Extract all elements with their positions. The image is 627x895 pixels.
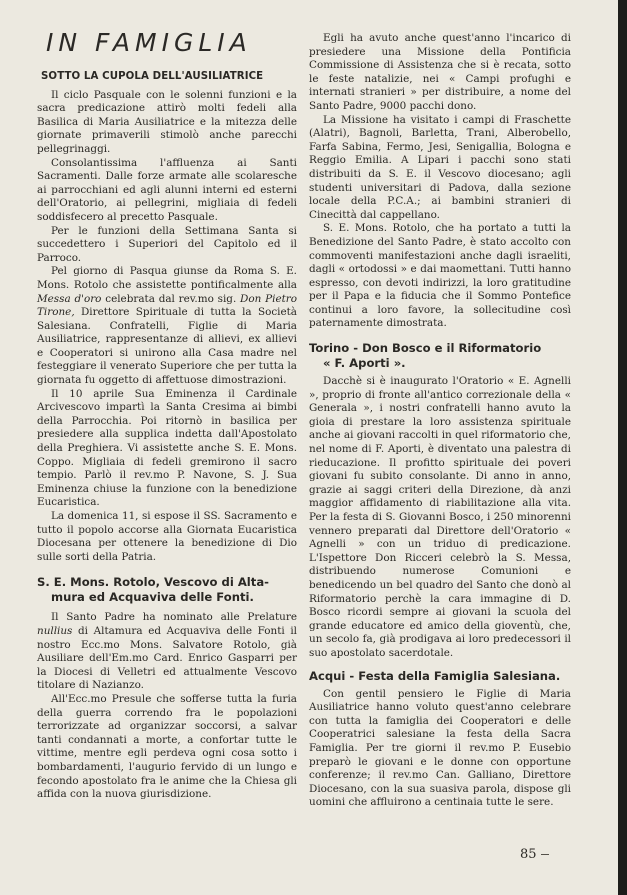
paragraph: Con gentil pensiero le Figlie di Maria Ausiliatrice hanno voluto quest'anno celebrare con tutta la famiglia dei Cooperatori e delle Cooperatrici salesiane la festa della Sacra Famiglia. Per tre giorni il rev.mo P. Eusebio preparò le giovani e le donne con opportune conferenze; il rev.mo Can. Galliano, Direttore Diocesano, con la sua suasiva parola, dispose gli uomini che affluirono a centinaia tutte le sere. [309, 687, 571, 809]
text-run: Direttore Spirituale di tutta la Società Salesiana. Confratelli, Figlie di Maria Ausiliatrice, rappresentanze di allievi, ex allievi e Cooperatori si unirono alla Casa madre nel festeggiare il venerato Superiore che per tutta la giornata fu oggetto di affettuose dimostrazioni. [37, 306, 297, 387]
paragraph: Il 10 aprile Sua Eminenza il Cardinale Arcivescovo impartì la Santa Cresima ai bimbi della Parrocchia. Poi ritornò in basilica per presiedere alla supplica indetta dall'Apostolato della Preghiera. Vi assistette anche S. E. Mons. Coppo. Migliaia di fedeli gremirono il sacro tempio. Parlò il rev.mo P. Navone, S. J. Sua Eminenza chiuse la funzione con la benedizione Eucaristica. [37, 387, 297, 509]
paragraph: S. E. Mons. Rotolo, che ha portato a tutti la Benedizione del Santo Padre, è stato accolto con commoventi manifestazioni anche dagli israeliti, dagli « ortodossi » e dai maomettani. Tutti hanno espresso, con devoti indirizzi, la loro gratitudine per il Papa e la fiducia che il Sommo Pontefice continui a loro favore, la sollecitudine così paternamente dimostrata. [309, 222, 571, 330]
page-number: 85 [520, 847, 537, 862]
heading-line: S. E. Mons. Rotolo, Vescovo di Alta- [37, 575, 269, 590]
right-column [309, 0, 571, 810]
italic-run: Messa d'oro [37, 292, 102, 305]
section-heading-acqui: Acqui - Festa della Famiglia Salesiana. [309, 668, 561, 683]
heading-line: mura ed Acquaviva delle Fonti. [51, 590, 254, 605]
scan-edge [618, 0, 627, 895]
paragraph: Egli ha avuto anche quest'anno l'incarico di presiedere una Missione della Pontificia Commissione di Assistenza che si è recata, sotto le feste natalizie, nei « Campi profughi e internati stranieri » per distribuire, a nome del Santo Padre, 9000 pacchi dono. [309, 32, 571, 112]
text-run: Il Santo Padre ha nominato alle Prelature [51, 611, 297, 624]
italic-run: nullius [37, 624, 73, 637]
italic-run: Don Pietro Tirone, [37, 292, 297, 319]
section-heading-rotolo [37, 575, 297, 605]
paragraph-nomina [37, 611, 297, 693]
paragraph: Il ciclo Pasquale con le solenni funzioni e la sacra predicazione attirò molti fedeli alla Basilica di Maria Ausiliatrice e la mitezza delle giornate primaverili stimolò anche parecchi pellegrinaggi. [37, 88, 297, 155]
page-title: IN FAMIGLIA [46, 28, 252, 57]
left-column [37, 0, 297, 802]
section-heading-ausiliatrice: SOTTO LA CUPOLA DELL'AUSILIATRICE [41, 71, 264, 82]
paragraph: Consolantissima l'affluenza ai Santi Sacramenti. Dalle forze armate alle scolaresche ai parrocchiani ed agli alunni interni ed esterni dell'Oratorio, ai pellegrini, migliaia di fedeli soddisfecero al precetto Pasquale. [37, 156, 297, 223]
page-number-dash [541, 854, 549, 855]
text-run: celebrata dal rev.mo sig. [101, 292, 241, 305]
paragraph: La domenica 11, si espose il SS. Sacramento e tutto il popolo accorse alla Giornata Eucaristica Diocesana per ottenere la benedizione di Dio sulle sorti della Patria. [37, 510, 297, 563]
paragraph-pasqua [37, 265, 297, 387]
section-heading-torino [309, 341, 571, 371]
text-run: Pel giorno di Pasqua giunse da Roma S. E. Mons. Rotolo che assistette pontificalmente alla [37, 265, 297, 291]
paragraph: Per le funzioni della Settimana Santa si succedettero i Superiori del Capitolo ed il Parroco. [37, 224, 297, 264]
heading-line: « F. Aporti ». [323, 356, 406, 371]
text-run: di Altamura ed Acquaviva delle Fonti il nostro Ecc.mo Mons. Salvatore Rotolo, già Ausiliare dell'Em.mo Card. Enrico Gasparri per la Diocesi di Velletri ed attualmente Vescovo titolare di Nazianzo. [37, 624, 297, 692]
paragraph: Dacchè si è inaugurato l'Oratorio « E. Agnelli », proprio di fronte all'antico correzionale della « Generala », i nostri confratelli hanno avuto la gioia di prestare la loro assistenza spirituale anche ai giovani raccolti in quel riformatorio che, nel nome di F. Aporti, è diventato una palestra di rieducazione. Il profitto spirituale dei poveri giovani fu subito consolante. Di anno in anno, grazie ai saggi criteri della Direzione, dà anzi maggior affidamento di riabilitazione alla vita. Per la festa di S. Giovanni Bosco, i 250 minorenni vennero preparati dal Direttore dell'Oratorio « Agnelli » con un triduo di predicazione. L'Ispettore Don Ricceri celebrò la S. Messa, distribuendo numerose Comunioni e benedicendo un bel quadro del Santo che donò al Riformatorio perchè la cara immagine di D. Bosco ricordi sempre ai giovani la scuola del grande educatore ed amico della gioventù, che, un secolo fa, già prodigava ai loro predecessori il suo apostolato sacerdotale. [309, 375, 571, 659]
paragraph: La Missione ha visitato i campi di Fraschette (Alatri), Bagnoli, Barletta, Trani, Alberobello, Farfa Sabina, Fermo, Jesi, Senigallia, Bologna e Reggio Emilia. A Lipari i pacchi sono stati distribuiti da S. E. il Vescovo diocesano; agli studenti universitari di Padova, dalla sezione locale della P.C.A.; ai bambini stranieri di Cinecittà dal cappellano. [309, 113, 571, 221]
paragraph: All'Ecc.mo Presule che sofferse tutta la furia della guerra correndo fra le popolazioni terrorizzate ad organizzar soccorsi, a salvar tanti condannati a morte, a confortar tutte le vittime, mentre egli perdeva ogni cosa sotto i bombardamenti, l'augurio fervido di un lungo e fecondo apostolato fra le anime che la Chiesa gli affida con la nuova giurisdizione. [37, 692, 297, 801]
heading-line: Torino - Don Bosco e il Riformatorio [309, 341, 542, 356]
title-spacer [37, 0, 297, 70]
